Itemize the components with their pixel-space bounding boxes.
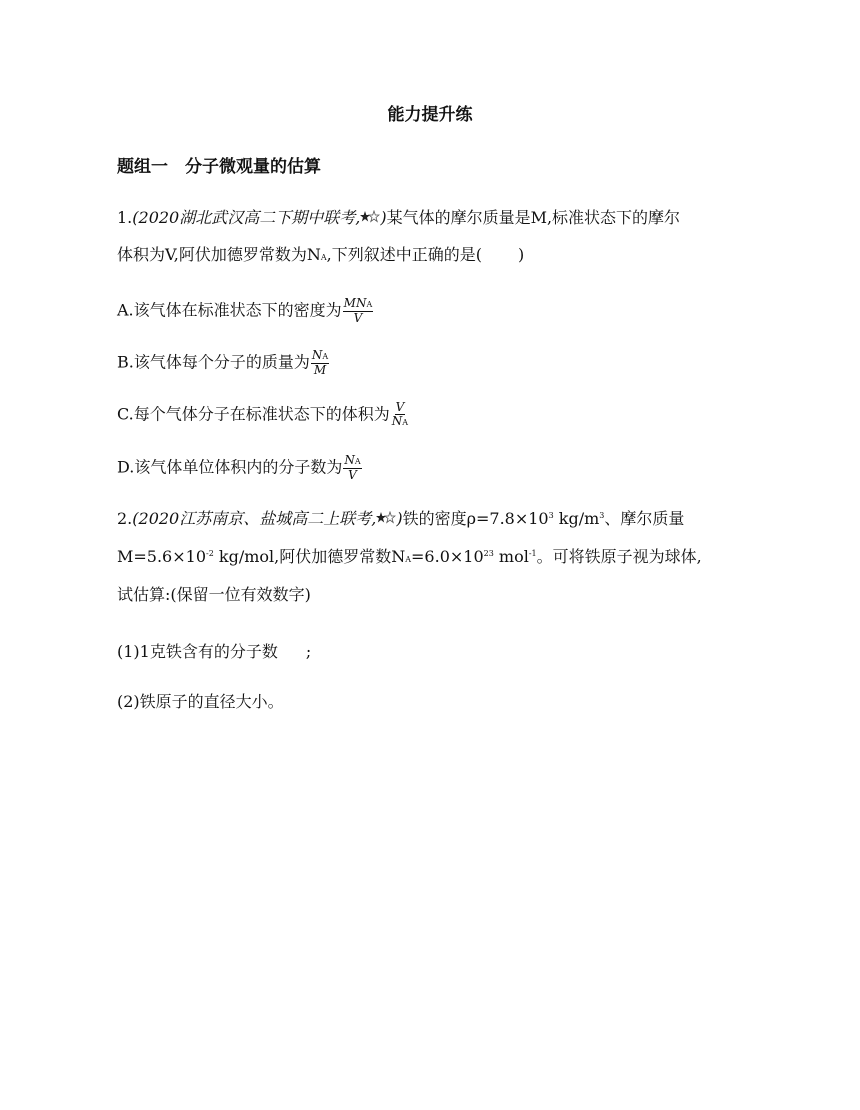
- instruction-text: 。可将铁原子视为球体,: [536, 547, 702, 566]
- sub-question-1: [117, 641, 311, 663]
- two-star-difficulty-icon: [376, 511, 396, 525]
- option-text: C.每个气体分子在标准状态下的体积为: [117, 404, 390, 424]
- denominator-subscript: A: [402, 418, 409, 427]
- question-number: 1.: [117, 208, 133, 227]
- fraction-denominator: V: [353, 311, 363, 325]
- question-1-line-2: [117, 244, 524, 269]
- option-a[interactable]: [117, 297, 373, 325]
- sub-question-2: (2)铁原子的直径大小。: [117, 692, 284, 711]
- fraction: [343, 454, 361, 482]
- density-text: 铁的密度ρ=7.8×10: [402, 509, 549, 528]
- fraction-numerator: V: [395, 400, 405, 414]
- exponent: -2: [206, 549, 214, 558]
- option-c[interactable]: [117, 401, 409, 429]
- question-1-line-1: [117, 207, 680, 229]
- page-title: 能力提升练: [387, 105, 473, 125]
- question-stem-4: ): [517, 245, 525, 264]
- fraction-denominator: M: [313, 363, 327, 377]
- option-text: D.该气体单位体积内的分子数为: [117, 457, 343, 477]
- exponent: 3: [599, 511, 605, 520]
- option-d[interactable]: [117, 454, 362, 482]
- two-star-difficulty-icon: [360, 210, 380, 224]
- exponent: 3: [548, 511, 554, 520]
- subscript: A: [405, 555, 412, 564]
- question-source: (2020江苏南京、盐城高二上联考,: [132, 509, 377, 528]
- exponent: 23: [483, 549, 494, 558]
- question-stem-1: 某气体的摩尔质量是M,标准状态下的摩尔: [386, 208, 681, 227]
- fraction: [311, 349, 329, 377]
- option-text: A.该气体在标准状态下的密度为: [117, 300, 342, 320]
- question-2-line-3: 试估算:(保留一位有效数字): [117, 585, 311, 604]
- question-source-close: ): [380, 208, 387, 227]
- numerator-subscript: A: [366, 300, 373, 309]
- question-source: (2020湖北武汉高二下期中联考,: [132, 208, 361, 227]
- question-stem-2: 体积为V,阿伏加德罗常数为N: [117, 245, 321, 264]
- avogadro-value: =6.0×10: [411, 547, 484, 566]
- fraction: [391, 401, 409, 429]
- molar-mass-text: M=5.6×10: [117, 547, 206, 566]
- question-number: 2.: [117, 509, 133, 528]
- question-source-close: ): [396, 509, 403, 528]
- section-heading: 题组一 分子微观量的估算: [117, 157, 321, 177]
- option-text: B.该气体每个分子的质量为: [117, 352, 310, 372]
- subscript: A: [320, 253, 327, 262]
- question-2-line-2: [117, 546, 702, 571]
- unit-text: kg/m: [553, 509, 600, 528]
- molar-mass-label: 、摩尔质量: [604, 509, 685, 528]
- exponent: -1: [528, 549, 537, 558]
- fraction-numerator: N: [344, 453, 355, 467]
- fraction-numerator: MN: [343, 296, 367, 310]
- sub-question-end: ;: [305, 642, 312, 661]
- question-2-line-1: [117, 508, 684, 530]
- sub-question-text: (1)1克铁含有的分子数: [117, 642, 278, 661]
- fraction-denominator: N: [391, 414, 403, 428]
- question-stem-3: ,下列叙述中正确的是(: [326, 245, 482, 264]
- unit-text: mol: [493, 547, 529, 566]
- fraction-numerator: N: [311, 348, 323, 362]
- fraction-denominator: V: [348, 468, 357, 482]
- fraction: [343, 297, 374, 325]
- avogadro-text: kg/mol,阿伏加德罗常数N: [213, 547, 406, 566]
- numerator-subscript: A: [322, 352, 329, 361]
- numerator-subscript: A: [354, 457, 361, 466]
- option-b[interactable]: [117, 349, 329, 377]
